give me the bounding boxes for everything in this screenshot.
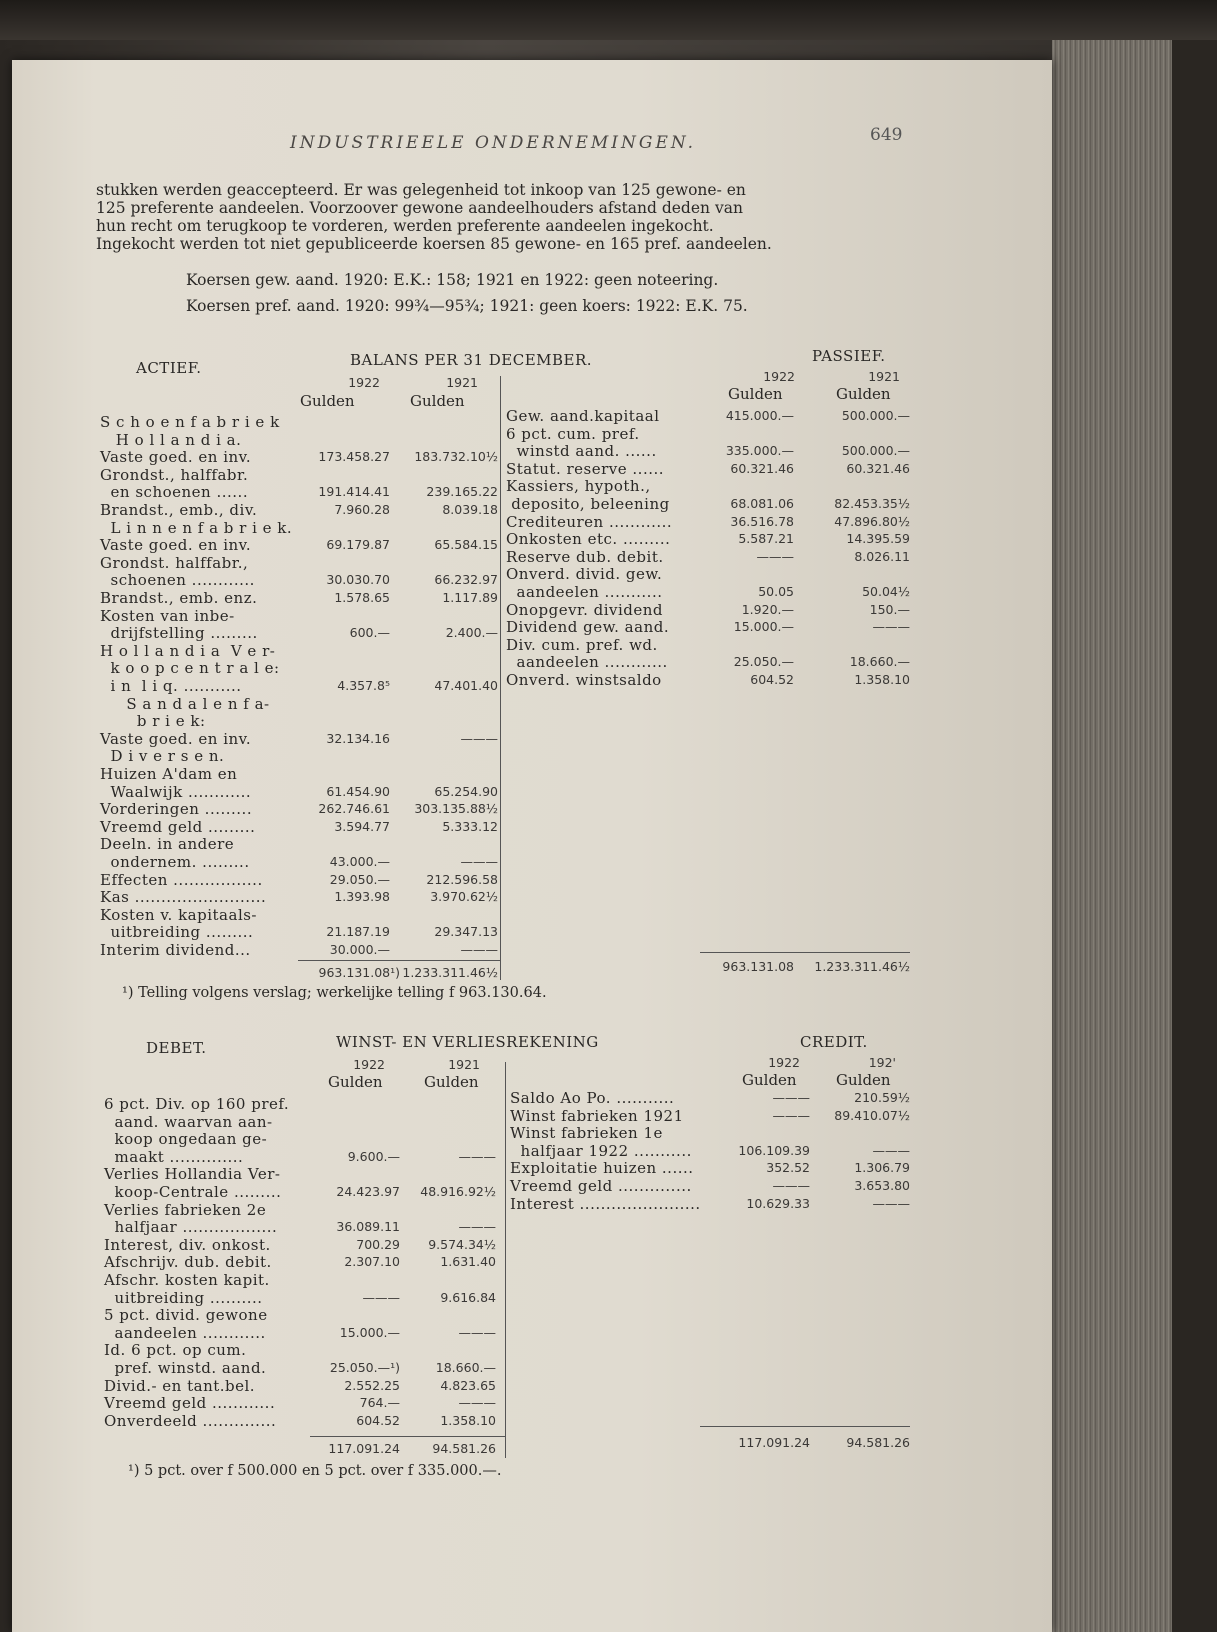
- koersen-preferente: Koersen pref. aand. 1920: 99¾—95¾; 1921: geen koers: 1922: E.K. 75.: [186, 297, 748, 315]
- row-label: aand. waarvan aan-: [104, 1112, 273, 1131]
- row-label: Effecten .................: [100, 870, 263, 889]
- row-value-1922: 32.134.16: [326, 730, 390, 746]
- intro-line: hun recht om terugkoop te vorderen, werden preferente aandeelen ingekocht.: [96, 217, 714, 235]
- winst-right-total-rule: [700, 1426, 910, 1427]
- row-value-1921: 9.574.34½: [428, 1236, 496, 1252]
- row-label: Verlies Hollandia Ver-: [104, 1165, 281, 1184]
- balans-left-total-1921: 1.233.311.46½: [402, 965, 498, 980]
- winst-title: WINST- EN VERLIESREKENING: [336, 1033, 599, 1051]
- row-value-1921: 8.026.11: [854, 548, 910, 564]
- row-label: Grondst. halffabr.,: [100, 553, 249, 572]
- row-label: Kosten v. kapitaals-: [100, 905, 258, 924]
- row-label: uitbreiding ..........: [104, 1288, 263, 1307]
- row-value-1922: 29.050.—: [329, 871, 390, 887]
- row-value-1921: 500.000.—: [841, 443, 910, 459]
- row-value-1922: 106.109.39: [738, 1142, 810, 1158]
- winst-right-total-1922: 117.091.24: [738, 1435, 810, 1450]
- row-value-1922: 2.552.25: [344, 1377, 400, 1393]
- row-value-1922: 415.000.—: [725, 408, 794, 423]
- koersen-gewone: Koersen gew. aand. 1920: E.K.: 158; 1921 en 1922: geen noteering.: [186, 271, 719, 289]
- row-value-1922: ———: [772, 1090, 810, 1105]
- row-label: koop ongedaan ge-: [104, 1130, 268, 1149]
- row-label: Brandst., emb. enz.: [100, 589, 258, 607]
- row-value-1922: 7.960.28: [334, 502, 390, 517]
- row-value-1922: 61.454.90: [326, 783, 390, 799]
- row-value-1921: ———: [458, 1395, 496, 1411]
- balans-right-total-1922: 963.131.08: [722, 959, 794, 974]
- row-label: Interim dividend...: [100, 941, 251, 959]
- row-value-1922: 191.414.41: [318, 484, 390, 500]
- row-label: Div. cum. pref. wd.: [506, 635, 658, 654]
- balans-right-year-1922: 1922: [763, 369, 795, 384]
- book-page-edges: [1052, 40, 1172, 1632]
- row-value-1922: 69.179.87: [326, 537, 390, 553]
- winst-left-unit-1922: Gulden: [328, 1073, 383, 1091]
- row-value-1922: 600.—: [349, 625, 390, 641]
- row-value-1921: 3.970.62½: [430, 889, 498, 905]
- row-value-1921: 18.660.—: [849, 654, 910, 670]
- row-value-1922: 4.357.8⁵: [337, 678, 390, 693]
- winst-left-total-1921: 94.581.26: [432, 1441, 496, 1456]
- row-label: Kassiers, hypoth.,: [506, 477, 651, 496]
- row-value-1922: 25.050.—: [733, 654, 794, 670]
- row-value-1922: 21.187.19: [326, 924, 390, 940]
- row-label: uitbreiding .........: [100, 923, 254, 942]
- row-label: 5 pct. divid. gewone: [104, 1306, 268, 1325]
- row-value-1922: 68.081.06: [730, 496, 794, 511]
- row-label: aandeelen ............: [104, 1323, 266, 1342]
- row-label: Vorderingen .........: [100, 800, 253, 819]
- winst-right-year-1922: 1922: [768, 1055, 800, 1070]
- balans-right-unit-1922: Gulden: [728, 385, 783, 403]
- row-label: Interest, div. onkost.: [104, 1235, 271, 1254]
- row-value-1921: 8.039.18: [442, 502, 498, 517]
- row-value-1922: 15.000.—: [339, 1324, 400, 1340]
- row-value-1921: 183.732.10½: [414, 449, 498, 465]
- balans-left-year-1921: 1921: [446, 375, 478, 390]
- row-value-1922: 15.000.—: [733, 619, 794, 635]
- row-value-1922: 43.000.—: [329, 854, 390, 869]
- row-value-1922: 50.05: [758, 584, 794, 599]
- row-label: Onkosten etc. .........: [506, 530, 671, 549]
- row-value-1921: ———: [458, 1219, 496, 1235]
- row-value-1922: 604.52: [750, 672, 794, 687]
- intro-line: 125 preferente aandeelen. Voorzoover gewone aandeelhouders afstand deden van: [96, 199, 743, 217]
- credit-label: CREDIT.: [800, 1033, 868, 1051]
- row-value-1921: 150.—: [869, 601, 910, 617]
- row-label: Afschr. kosten kapit.: [104, 1271, 270, 1289]
- row-value-1922: 36.516.78: [730, 513, 794, 529]
- row-label: k o o p c e n t r a l e:: [100, 659, 280, 678]
- balans-left-total-1922: 963.131.08¹): [318, 965, 400, 980]
- row-label: Afschrijv. dub. debit.: [104, 1253, 272, 1272]
- row-label: Winst fabrieken 1e: [510, 1124, 663, 1143]
- row-value-1921: 50.04½: [862, 584, 910, 599]
- row-label: aandeelen ............: [506, 653, 668, 672]
- row-label: Grondst., halffabr.: [100, 465, 249, 484]
- row-value-1922: 700.29: [356, 1236, 400, 1252]
- running-title: INDUSTRIEELE ONDERNEMINGEN.: [290, 133, 697, 153]
- balans-left-unit-1922: Gulden: [300, 392, 355, 410]
- balans-left-year-1922: 1922: [348, 375, 380, 390]
- row-value-1922: 352.52: [766, 1160, 810, 1176]
- row-label: Vaste goed. en inv.: [100, 448, 252, 467]
- row-label: Winst fabrieken 1921: [510, 1106, 684, 1125]
- row-value-1921: ———: [872, 1142, 910, 1158]
- row-label: Onverdeeld ..............: [104, 1411, 277, 1430]
- row-label: pref. winstd. aand.: [104, 1359, 267, 1377]
- row-value-1922: 30.000.—: [329, 942, 390, 957]
- row-value-1921: 4.823.65: [440, 1377, 496, 1393]
- debet-label: DEBET.: [146, 1039, 207, 1057]
- row-label: schoenen ............: [100, 571, 255, 590]
- row-value-1921: ———: [460, 730, 498, 746]
- row-label: Vreemd geld .........: [100, 817, 256, 836]
- row-value-1922: 9.600.—: [347, 1148, 400, 1164]
- winst-footnote: ¹) 5 pct. over f 500.000 en 5 pct. over f 335.000.—.: [128, 1463, 502, 1479]
- row-label: Exploitatie huizen ......: [510, 1159, 694, 1178]
- balans-right-total-rule: [700, 952, 910, 953]
- row-value-1921: 9.616.84: [440, 1289, 496, 1305]
- balans-right-year-1921: 1921: [868, 369, 900, 384]
- row-label: 6 pct. cum. pref.: [506, 424, 640, 443]
- row-value-1922: 60.321.46: [730, 460, 794, 476]
- row-value-1921: 47.401.40: [434, 678, 498, 693]
- row-value-1922: ———: [756, 548, 794, 564]
- winst-right-unit-1921: Gulden: [836, 1071, 891, 1089]
- balans-left-unit-1921: Gulden: [410, 392, 465, 410]
- row-label: Onopgevr. dividend: [506, 600, 664, 619]
- row-value-1921: 47.896.80½: [834, 513, 910, 529]
- row-value-1922: 173.458.27: [318, 449, 390, 465]
- row-value-1922: 24.423.97: [336, 1184, 400, 1199]
- row-value-1921: 239.165.22: [426, 484, 498, 500]
- row-value-1921: ———: [460, 942, 498, 957]
- row-label: ondernem. .........: [100, 853, 250, 871]
- row-label: Onverd. winstsaldo: [506, 671, 662, 689]
- row-value-1921: 65.254.90: [434, 783, 498, 799]
- row-label: Vaste goed. en inv.: [100, 536, 252, 555]
- row-label: H o l l a n d i a.: [100, 430, 242, 449]
- row-label: H o l l a n d i a V e r-: [100, 641, 276, 660]
- row-label: S c h o e n f a b r i e k: [100, 413, 280, 431]
- row-value-1922: 10.629.33: [746, 1195, 810, 1211]
- balans-left-total-rule: [298, 960, 500, 961]
- row-value-1921: ———: [872, 619, 910, 635]
- balans-title: BALANS PER 31 DECEMBER.: [350, 351, 593, 369]
- row-value-1922: 1.393.98: [334, 889, 390, 905]
- row-value-1921: ———: [460, 854, 498, 869]
- intro-line: Ingekocht werden tot niet gepubliceerde koersen 85 gewone- en 165 pref. aandeelen.: [96, 235, 772, 253]
- row-value-1921: ———: [458, 1148, 496, 1164]
- row-label: Gew. aand.kapitaal: [506, 407, 660, 425]
- row-value-1921: 82.453.35½: [834, 496, 910, 511]
- row-value-1921: 29.347.13: [434, 924, 498, 940]
- row-value-1921: 65.584.15: [434, 537, 498, 553]
- row-label: i n l i q. ...........: [100, 677, 242, 695]
- row-label: Kosten van inbe-: [100, 606, 235, 625]
- row-label: L i n n e n f a b r i e k.: [100, 518, 293, 537]
- balans-right-unit-1921: Gulden: [836, 385, 891, 403]
- winst-left-total-rule: [310, 1436, 506, 1437]
- winst-left-total-1922: 117.091.24: [328, 1441, 400, 1456]
- row-value-1922: 335.000.—: [725, 443, 794, 459]
- row-label: 6 pct. Div. op 160 pref.: [104, 1095, 290, 1113]
- row-value-1921: 1.358.10: [440, 1412, 496, 1428]
- winst-left-year-1922: 1922: [353, 1057, 385, 1072]
- winst-right-total-1921: 94.581.26: [846, 1435, 910, 1450]
- row-label: D i v e r s e n.: [100, 747, 225, 766]
- row-label: koop-Centrale .........: [104, 1183, 282, 1201]
- row-label: Reserve dub. debit.: [506, 547, 664, 566]
- balans-footnote: ¹) Telling volgens verslag; werkelijke telling f 963.130.64.: [122, 985, 547, 1001]
- row-label: Waalwijk ............: [100, 782, 252, 801]
- row-label: Vreemd geld ..............: [510, 1177, 692, 1195]
- row-value-1922: 764.—: [359, 1395, 400, 1411]
- winst-left-unit-1921: Gulden: [424, 1073, 479, 1091]
- row-label: winstd aand. ......: [506, 442, 657, 461]
- row-value-1922: 5.587.21: [738, 531, 794, 547]
- winst-divider: [505, 1062, 506, 1458]
- winst-right-unit-1922: Gulden: [742, 1071, 797, 1089]
- row-label: halfjaar ..................: [104, 1218, 278, 1237]
- row-value-1921: 48.916.92½: [420, 1184, 496, 1199]
- row-value-1922: 1.920.—: [741, 601, 794, 617]
- row-value-1921: 14.395.59: [846, 531, 910, 547]
- row-value-1922: 3.594.77: [334, 818, 390, 834]
- row-label: en schoenen ......: [100, 483, 249, 502]
- row-label: Divid.- en tant.bel.: [104, 1376, 256, 1395]
- winst-right-year-1921: 192': [868, 1055, 896, 1070]
- row-value-1921: 1.358.10: [854, 672, 910, 687]
- row-label: Vaste goed. en inv.: [100, 729, 252, 748]
- row-value-1922: 25.050.—¹): [329, 1360, 400, 1375]
- row-value-1921: 210.59½: [854, 1090, 910, 1105]
- row-value-1921: 89.410.07½: [834, 1107, 910, 1123]
- row-value-1921: 212.596.58: [426, 871, 498, 887]
- row-label: Vreemd geld ............: [104, 1394, 276, 1413]
- row-value-1921: 1.631.40: [440, 1254, 496, 1270]
- row-label: Statut. reserve ......: [506, 459, 665, 478]
- row-value-1921: 60.321.46: [846, 460, 910, 476]
- row-value-1921: ———: [458, 1324, 496, 1340]
- row-label: deposito, beleening: [506, 495, 670, 513]
- book-cover-edge: [0, 0, 1217, 40]
- row-label: Deeln. in andere: [100, 835, 235, 854]
- row-label: b r i e k:: [100, 712, 206, 731]
- row-label: S a n d a l e n f a-: [100, 694, 270, 713]
- row-label: Crediteuren ............: [506, 512, 673, 531]
- balans-divider: [500, 376, 501, 980]
- row-label: Saldo Ao Po. ...........: [510, 1089, 675, 1107]
- row-label: Verlies fabrieken 2e: [104, 1200, 267, 1219]
- row-value-1921: ———: [872, 1195, 910, 1211]
- intro-line: stukken werden geaccepteerd. Er was gelegenheid tot inkoop van 125 gewone- en: [96, 181, 746, 199]
- row-label: Kas .........................: [100, 888, 267, 907]
- row-label: Id. 6 pct. op cum.: [104, 1341, 247, 1360]
- row-value-1922: 30.030.70: [326, 572, 390, 588]
- row-value-1922: ———: [772, 1178, 810, 1193]
- row-value-1921: 1.117.89: [442, 590, 498, 605]
- row-value-1922: 262.746.61: [318, 801, 390, 817]
- balans-right-total-1921: 1.233.311.46½: [814, 959, 910, 974]
- row-value-1921: 303.135.88½: [414, 801, 498, 817]
- row-label: halfjaar 1922 ...........: [510, 1141, 692, 1160]
- row-label: Huizen A'dam en: [100, 765, 238, 783]
- row-value-1921: 18.660.—: [435, 1360, 496, 1375]
- row-value-1922: 604.52: [356, 1412, 400, 1428]
- row-value-1921: 5.333.12: [442, 818, 498, 834]
- row-label: aandeelen ...........: [506, 583, 663, 601]
- winst-left-year-1921: 1921: [448, 1057, 480, 1072]
- row-value-1921: 1.306.79: [854, 1160, 910, 1176]
- row-value-1922: 1.578.65: [334, 590, 390, 605]
- row-label: drijfstelling .........: [100, 624, 258, 643]
- row-value-1921: 500.000.—: [841, 408, 910, 423]
- page-number: 649: [870, 125, 903, 145]
- row-label: Brandst., emb., div.: [100, 501, 258, 519]
- row-label: Onverd. divid. gew.: [506, 565, 663, 584]
- row-value-1922: 36.089.11: [336, 1219, 400, 1235]
- actief-label: ACTIEF.: [136, 359, 202, 377]
- row-label: maakt ..............: [104, 1147, 244, 1166]
- row-value-1922: 2.307.10: [344, 1254, 400, 1270]
- row-value-1921: 3.653.80: [854, 1178, 910, 1193]
- row-value-1921: 66.232.97: [434, 572, 498, 588]
- row-label: Dividend gew. aand.: [506, 618, 670, 637]
- row-value-1922: ———: [772, 1107, 810, 1123]
- row-value-1921: 2.400.—: [445, 625, 498, 641]
- passief-label: PASSIEF.: [812, 347, 886, 365]
- row-value-1922: ———: [362, 1289, 400, 1305]
- row-label: Interest .......................: [510, 1194, 701, 1213]
